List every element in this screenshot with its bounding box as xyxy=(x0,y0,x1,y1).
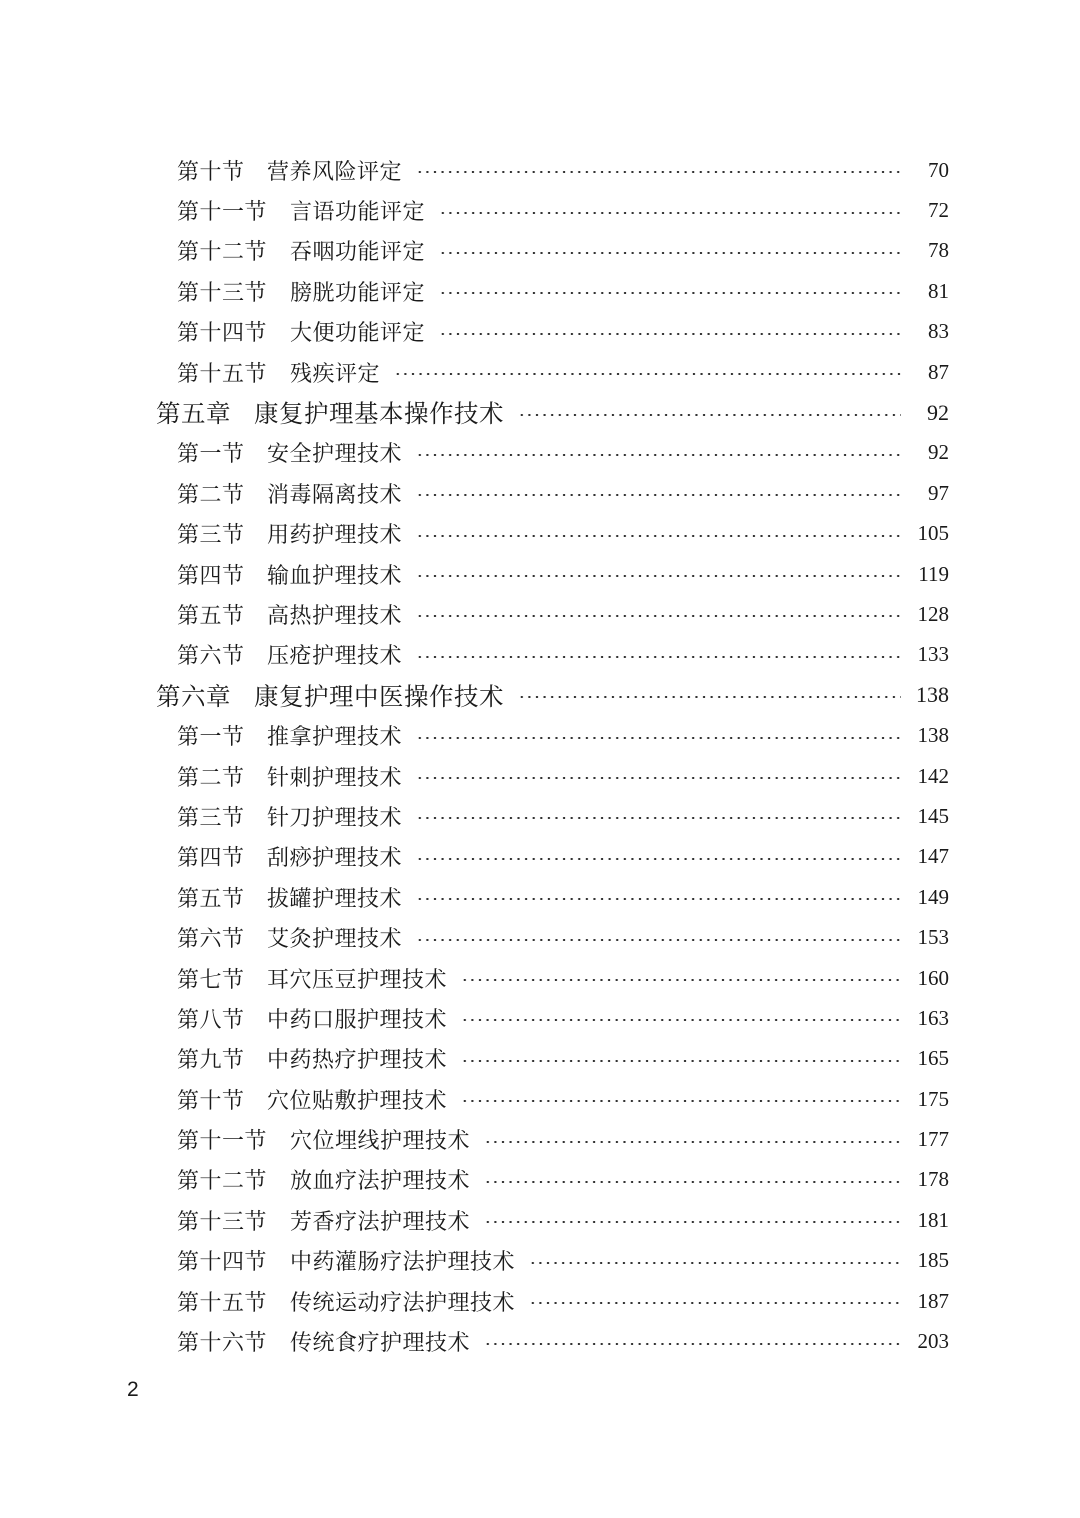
section-label: 第一节 xyxy=(177,442,245,468)
page-reference: 149 xyxy=(917,884,949,909)
section-label: 第三节 xyxy=(177,805,245,831)
section-label: 第十二节 xyxy=(177,240,268,266)
page-reference: 145 xyxy=(917,803,949,828)
section-title: 压疮护理技术 xyxy=(267,644,403,670)
dot-leader xyxy=(439,212,901,214)
dot-leader xyxy=(529,1302,901,1304)
page-reference: 153 xyxy=(917,925,949,950)
page-reference: 138 xyxy=(916,682,949,708)
section-label: 第十二节 xyxy=(177,1169,268,1195)
section-label: 第五节 xyxy=(177,886,245,912)
chapter-title: 康复护理基本操作技术 xyxy=(254,399,504,429)
page-reference: 187 xyxy=(917,1288,949,1313)
section-label: 第十节 xyxy=(177,1088,245,1114)
section-title: 穴位埋线护理技术 xyxy=(290,1129,471,1155)
section-label: 第十一节 xyxy=(177,1129,268,1155)
section-label: 第九节 xyxy=(177,1048,245,1074)
page-reference: 138 xyxy=(917,723,949,748)
dot-leader xyxy=(416,454,901,456)
section-label: 第十五节 xyxy=(177,1290,268,1316)
toc-section-entry xyxy=(0,312,1080,352)
page-reference: 97 xyxy=(928,480,949,505)
dot-leader xyxy=(518,414,901,416)
page-reference: 128 xyxy=(917,601,949,626)
toc-section-entry xyxy=(0,554,1080,594)
chapter-title: 康复护理中医操作技术 xyxy=(254,681,504,711)
dot-leader xyxy=(439,292,901,294)
section-title: 芳香疗法护理技术 xyxy=(290,1209,471,1235)
section-label: 第四节 xyxy=(177,846,245,872)
dot-leader xyxy=(439,333,901,335)
toc-section-entry xyxy=(0,150,1080,190)
dot-leader xyxy=(416,615,901,617)
section-title: 营养风险评定 xyxy=(267,159,403,185)
section-title: 艾灸护理技术 xyxy=(267,927,403,953)
section-title: 中药热疗护理技术 xyxy=(267,1048,448,1074)
page-reference: 105 xyxy=(917,521,949,546)
section-label: 第十四节 xyxy=(177,321,268,347)
section-label: 第五节 xyxy=(177,603,245,629)
dot-leader xyxy=(416,898,901,900)
section-title: 中药口服护理技术 xyxy=(267,1007,448,1033)
dot-leader xyxy=(484,1221,901,1223)
section-label: 第七节 xyxy=(177,967,245,993)
section-label: 第十三节 xyxy=(177,280,268,306)
toc-section-entry xyxy=(0,473,1080,513)
page-reference: 142 xyxy=(917,763,949,788)
section-label: 第十四节 xyxy=(177,1250,268,1276)
toc-section-entry xyxy=(0,352,1080,392)
section-label: 第二节 xyxy=(177,765,245,791)
toc-section-entry xyxy=(0,796,1080,836)
dot-leader xyxy=(461,1019,901,1021)
section-title: 膀胱功能评定 xyxy=(290,280,426,306)
dot-leader xyxy=(484,1181,901,1183)
toc-section-entry xyxy=(0,1241,1080,1281)
toc-section-entry xyxy=(0,514,1080,554)
dot-leader xyxy=(416,494,901,496)
toc-chapter-entry xyxy=(0,675,1080,715)
section-title: 拔罐护理技术 xyxy=(267,886,403,912)
section-title: 言语功能评定 xyxy=(290,200,426,226)
page-reference: 81 xyxy=(928,278,949,303)
dot-leader xyxy=(394,373,901,375)
section-title: 针刀护理技术 xyxy=(267,805,403,831)
section-title: 耳穴压豆护理技术 xyxy=(267,967,448,993)
toc-section-entry xyxy=(0,594,1080,634)
page-reference: 83 xyxy=(928,319,949,344)
section-title: 安全护理技术 xyxy=(267,442,403,468)
section-title: 传统运动疗法护理技术 xyxy=(290,1290,516,1316)
page-reference: 87 xyxy=(928,359,949,384)
section-title: 针刺护理技术 xyxy=(267,765,403,791)
section-label: 第二节 xyxy=(177,482,245,508)
toc-section-entry xyxy=(0,231,1080,271)
dot-leader xyxy=(461,1060,901,1062)
dot-leader xyxy=(416,858,901,860)
page-reference: 147 xyxy=(917,844,949,869)
page-number: 2 xyxy=(127,1378,139,1401)
page-reference: 178 xyxy=(917,1167,949,1192)
dot-leader xyxy=(416,737,901,739)
page-reference: 160 xyxy=(917,965,949,990)
section-title: 穴位贴敷护理技术 xyxy=(267,1088,448,1114)
page-reference: 72 xyxy=(928,198,949,223)
toc-section-entry xyxy=(0,958,1080,998)
dot-leader xyxy=(416,575,901,577)
section-label: 第四节 xyxy=(177,563,245,589)
section-label: 第十节 xyxy=(177,159,245,185)
toc-section-entry xyxy=(0,635,1080,675)
dot-leader xyxy=(461,979,901,981)
dot-leader xyxy=(529,1262,901,1264)
toc-section-entry xyxy=(0,271,1080,311)
page-reference: 165 xyxy=(917,1046,949,1071)
chapter-label: 第六章 xyxy=(156,681,231,711)
section-label: 第十三节 xyxy=(177,1209,268,1235)
section-title: 输血护理技术 xyxy=(267,563,403,589)
toc-section-entry xyxy=(0,715,1080,755)
dot-leader xyxy=(416,939,901,941)
toc-section-entry xyxy=(0,1200,1080,1240)
page-reference: 175 xyxy=(917,1086,949,1111)
section-label: 第十六节 xyxy=(177,1331,268,1357)
section-title: 刮痧护理技术 xyxy=(267,846,403,872)
page-reference: 181 xyxy=(917,1207,949,1232)
section-title: 消毒隔离技术 xyxy=(267,482,403,508)
toc-section-entry xyxy=(0,190,1080,230)
toc-section-entry xyxy=(0,837,1080,877)
section-label: 第八节 xyxy=(177,1007,245,1033)
section-title: 中药灌肠疗法护理技术 xyxy=(290,1250,516,1276)
page-reference: 70 xyxy=(928,157,949,182)
section-label: 第六节 xyxy=(177,927,245,953)
dot-leader xyxy=(518,696,901,698)
section-title: 推拿护理技术 xyxy=(267,725,403,751)
page-reference: 185 xyxy=(917,1248,949,1273)
dot-leader xyxy=(484,1141,901,1143)
section-label: 第十五节 xyxy=(177,361,268,387)
dot-leader xyxy=(461,1100,901,1102)
page-reference: 92 xyxy=(928,440,949,465)
dot-leader xyxy=(439,252,901,254)
toc-section-entry xyxy=(0,917,1080,957)
section-title: 高热护理技术 xyxy=(267,603,403,629)
toc-section-entry xyxy=(0,433,1080,473)
dot-leader xyxy=(416,777,901,779)
toc-section-entry xyxy=(0,756,1080,796)
toc-section-entry xyxy=(0,1079,1080,1119)
section-label: 第三节 xyxy=(177,523,245,549)
toc-chapter-entry xyxy=(0,392,1080,432)
dot-leader xyxy=(416,656,901,658)
page-reference: 78 xyxy=(928,238,949,263)
toc-section-entry xyxy=(0,1160,1080,1200)
toc-section-entry xyxy=(0,1281,1080,1321)
table-of-contents xyxy=(0,150,1080,1362)
chapter-label: 第五章 xyxy=(156,399,231,429)
dot-leader xyxy=(416,817,901,819)
page-reference: 92 xyxy=(927,399,949,425)
section-title: 传统食疗护理技术 xyxy=(290,1331,471,1357)
section-title: 大便功能评定 xyxy=(290,321,426,347)
page-reference: 163 xyxy=(917,1005,949,1030)
page-reference: 133 xyxy=(917,642,949,667)
section-label: 第十一节 xyxy=(177,200,268,226)
section-label: 第一节 xyxy=(177,725,245,751)
page-reference: 203 xyxy=(917,1329,949,1354)
page-reference: 177 xyxy=(917,1127,949,1152)
toc-section-entry xyxy=(0,998,1080,1038)
toc-section-entry xyxy=(0,1039,1080,1079)
section-title: 残疾评定 xyxy=(290,361,381,387)
dot-leader xyxy=(416,171,901,173)
section-title: 放血疗法护理技术 xyxy=(290,1169,471,1195)
section-title: 吞咽功能评定 xyxy=(290,240,426,266)
section-title: 用药护理技术 xyxy=(267,523,403,549)
dot-leader xyxy=(484,1343,901,1345)
toc-section-entry xyxy=(0,1321,1080,1361)
section-label: 第六节 xyxy=(177,644,245,670)
toc-section-entry xyxy=(0,1119,1080,1159)
page-reference: 119 xyxy=(918,561,949,586)
dot-leader xyxy=(416,535,901,537)
toc-section-entry xyxy=(0,877,1080,917)
